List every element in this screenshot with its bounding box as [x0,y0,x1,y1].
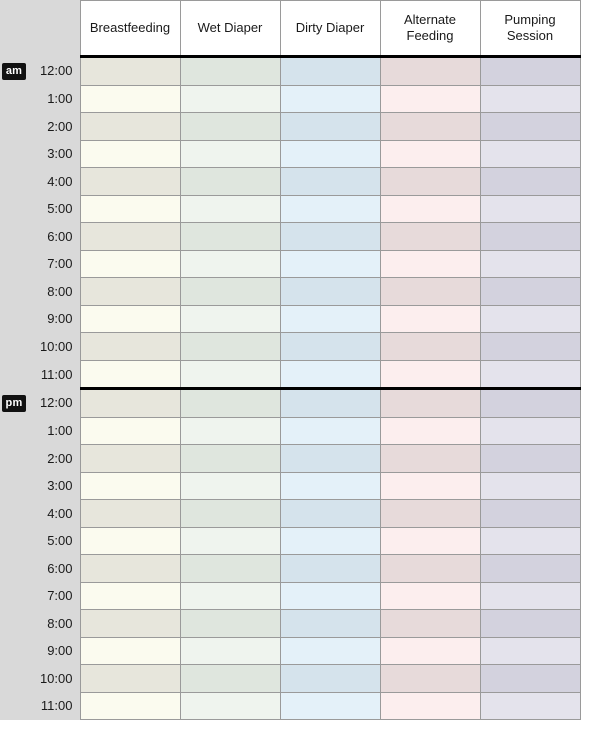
period-spacer-cell [0,305,28,333]
cell-dirty-diaper[interactable] [280,195,380,223]
column-header-wet-diaper-label: Wet Diaper [197,19,263,35]
row-time-label: 2:00 [28,113,80,141]
cell-dirty-diaper[interactable] [280,555,380,583]
cell-pumping-session[interactable] [480,195,580,223]
table-row [0,445,580,473]
cell-alternate-feeding[interactable] [380,57,480,86]
cell-alternate-feeding[interactable] [380,278,480,306]
cell-wet-diaper[interactable] [180,389,280,418]
cell-breastfeeding[interactable] [80,389,180,418]
period-spacer-cell [0,250,28,278]
row-time-label: 6:00 [28,223,80,251]
cell-alternate-feeding[interactable] [380,113,480,141]
cell-wet-diaper[interactable] [180,610,280,638]
cell-wet-diaper[interactable] [180,250,280,278]
cell-pumping-session[interactable] [480,500,580,528]
cell-dirty-diaper[interactable] [280,57,380,86]
table-row [0,582,580,610]
table-row [0,527,580,555]
period-spacer-cell [0,417,28,445]
row-time-label: 6:00 [28,555,80,583]
table-row [0,250,580,278]
cell-breastfeeding[interactable] [80,140,180,168]
cell-wet-diaper[interactable] [180,665,280,693]
row-time-label: 8:00 [28,278,80,306]
period-spacer-cell [0,527,28,555]
cell-dirty-diaper[interactable] [280,113,380,141]
table-row [0,472,580,500]
cell-pumping-session[interactable] [480,113,580,141]
table-row [0,665,580,693]
period-spacer-cell [0,692,28,720]
cell-pumping-session[interactable] [480,250,580,278]
cell-wet-diaper[interactable] [180,140,280,168]
row-time-label: 1:00 [28,417,80,445]
cell-alternate-feeding[interactable] [380,665,480,693]
cell-alternate-feeding[interactable] [380,582,480,610]
row-time-label: 11:00 [28,360,80,389]
column-header-alternate-feeding-label: Alternate Feeding [403,11,457,43]
period-spacer-cell [0,278,28,306]
cell-pumping-session[interactable] [480,665,580,693]
cell-dirty-diaper[interactable] [280,140,380,168]
row-time-label: 9:00 [28,637,80,665]
row-time-label: 12:00 [28,389,80,418]
cell-alternate-feeding[interactable] [380,555,480,583]
cell-wet-diaper[interactable] [180,417,280,445]
table-row [0,692,580,720]
column-header-dirty-diaper-label: Dirty Diaper [295,19,365,35]
cell-pumping-session[interactable] [480,85,580,113]
column-header-wet-diaper [180,1,280,57]
cell-breastfeeding[interactable] [80,195,180,223]
corner-time-cell [28,1,80,57]
cell-dirty-diaper[interactable] [280,250,380,278]
cell-alternate-feeding[interactable] [380,168,480,196]
cell-pumping-session[interactable] [480,445,580,473]
cell-dirty-diaper[interactable] [280,417,380,445]
cell-dirty-diaper[interactable] [280,582,380,610]
table-row [0,637,580,665]
cell-dirty-diaper[interactable] [280,472,380,500]
cell-breastfeeding[interactable] [80,278,180,306]
cell-alternate-feeding[interactable] [380,360,480,389]
cell-pumping-session[interactable] [480,582,580,610]
table-row [0,500,580,528]
cell-breastfeeding[interactable] [80,527,180,555]
table-row [0,305,580,333]
period-spacer-cell [0,665,28,693]
header-row [0,1,580,57]
cell-wet-diaper[interactable] [180,113,280,141]
cell-breastfeeding[interactable] [80,250,180,278]
cell-dirty-diaper[interactable] [280,85,380,113]
period-spacer-cell [0,140,28,168]
cell-pumping-session[interactable] [480,610,580,638]
period-spacer-cell [0,445,28,473]
cell-alternate-feeding[interactable] [380,527,480,555]
period-spacer-cell [0,360,28,389]
cell-wet-diaper[interactable] [180,223,280,251]
row-time-label: 3:00 [28,140,80,168]
cell-dirty-diaper[interactable] [280,333,380,361]
cell-wet-diaper[interactable] [180,333,280,361]
cell-dirty-diaper[interactable] [280,500,380,528]
cell-wet-diaper[interactable] [180,500,280,528]
period-spacer-cell [0,472,28,500]
cell-wet-diaper[interactable] [180,305,280,333]
period-spacer-cell [0,582,28,610]
cell-wet-diaper[interactable] [180,445,280,473]
cell-wet-diaper[interactable] [180,472,280,500]
row-time-label: 8:00 [28,610,80,638]
cell-breastfeeding[interactable] [80,360,180,389]
cell-dirty-diaper[interactable] [280,527,380,555]
table-row [0,555,580,583]
row-time-label: 12:00 [28,57,80,86]
cell-alternate-feeding[interactable] [380,500,480,528]
cell-wet-diaper[interactable] [180,692,280,720]
cell-wet-diaper[interactable] [180,278,280,306]
cell-pumping-session[interactable] [480,472,580,500]
cell-alternate-feeding[interactable] [380,637,480,665]
corner-ampm-cell [0,1,28,57]
cell-wet-diaper[interactable] [180,582,280,610]
cell-pumping-session[interactable] [480,278,580,306]
period-spacer-cell [0,555,28,583]
cell-alternate-feeding[interactable] [380,250,480,278]
row-time-label: 10:00 [28,665,80,693]
cell-breastfeeding[interactable] [80,692,180,720]
cell-breastfeeding[interactable] [80,472,180,500]
cell-pumping-session[interactable] [480,57,580,86]
cell-breastfeeding[interactable] [80,582,180,610]
cell-dirty-diaper[interactable] [280,692,380,720]
column-header-breastfeeding [80,1,180,57]
cell-wet-diaper[interactable] [180,555,280,583]
cell-pumping-session[interactable] [480,223,580,251]
row-time-label: 5:00 [28,195,80,223]
cell-dirty-diaper[interactable] [280,305,380,333]
row-time-label: 5:00 [28,527,80,555]
table-row [0,278,580,306]
row-time-label: 3:00 [28,472,80,500]
column-header-alternate-feeding [380,1,480,57]
period-badge-cell [0,57,28,86]
period-badge-cell [0,389,28,418]
period-spacer-cell [0,610,28,638]
cell-breastfeeding[interactable] [80,223,180,251]
row-time-label: 2:00 [28,445,80,473]
cell-wet-diaper[interactable] [180,527,280,555]
row-time-label: 7:00 [28,582,80,610]
cell-breastfeeding[interactable] [80,637,180,665]
table-body [0,57,580,720]
cell-dirty-diaper[interactable] [280,278,380,306]
cell-alternate-feeding[interactable] [380,389,480,418]
cell-dirty-diaper[interactable] [280,223,380,251]
table-header [0,1,580,57]
cell-alternate-feeding[interactable] [380,445,480,473]
period-spacer-cell [0,637,28,665]
row-time-label: 7:00 [28,250,80,278]
table-row [0,333,580,361]
cell-breastfeeding[interactable] [80,113,180,141]
column-header-breastfeeding-label: Breastfeeding [89,19,171,35]
cell-pumping-session[interactable] [480,360,580,389]
cell-pumping-session[interactable] [480,140,580,168]
cell-breastfeeding[interactable] [80,305,180,333]
cell-alternate-feeding[interactable] [380,140,480,168]
table-row [0,360,580,389]
period-spacer-cell [0,168,28,196]
cell-pumping-session[interactable] [480,333,580,361]
cell-breastfeeding[interactable] [80,333,180,361]
period-badge: pm [2,395,27,412]
cell-alternate-feeding[interactable] [380,85,480,113]
cell-breastfeeding[interactable] [80,665,180,693]
cell-wet-diaper[interactable] [180,195,280,223]
cell-breastfeeding[interactable] [80,57,180,86]
cell-dirty-diaper[interactable] [280,610,380,638]
cell-dirty-diaper[interactable] [280,445,380,473]
cell-alternate-feeding[interactable] [380,195,480,223]
cell-alternate-feeding[interactable] [380,610,480,638]
cell-alternate-feeding[interactable] [380,472,480,500]
table-row [0,223,580,251]
cell-alternate-feeding[interactable] [380,305,480,333]
table-row [0,85,580,113]
cell-breastfeeding[interactable] [80,500,180,528]
cell-wet-diaper[interactable] [180,85,280,113]
cell-pumping-session[interactable] [480,637,580,665]
cell-alternate-feeding[interactable] [380,223,480,251]
table-row [0,389,580,418]
period-spacer-cell [0,113,28,141]
column-header-pumping-session [480,1,580,57]
table-row [0,417,580,445]
cell-wet-diaper[interactable] [180,637,280,665]
cell-dirty-diaper[interactable] [280,637,380,665]
row-time-label: 4:00 [28,500,80,528]
cell-breastfeeding[interactable] [80,417,180,445]
cell-breastfeeding[interactable] [80,168,180,196]
period-badge: am [2,63,26,80]
cell-pumping-session[interactable] [480,305,580,333]
column-header-dirty-diaper [280,1,380,57]
period-spacer-cell [0,223,28,251]
cell-dirty-diaper[interactable] [280,389,380,418]
period-spacer-cell [0,333,28,361]
cell-pumping-session[interactable] [480,417,580,445]
row-time-label: 1:00 [28,85,80,113]
cell-alternate-feeding[interactable] [380,333,480,361]
row-time-label: 9:00 [28,305,80,333]
cell-wet-diaper[interactable] [180,168,280,196]
cell-pumping-session[interactable] [480,527,580,555]
column-header-pumping-session-label: Pumping Session [504,11,556,43]
cell-wet-diaper[interactable] [180,57,280,86]
cell-dirty-diaper[interactable] [280,360,380,389]
period-spacer-cell [0,195,28,223]
cell-breastfeeding[interactable] [80,610,180,638]
cell-pumping-session[interactable] [480,389,580,418]
cell-breastfeeding[interactable] [80,445,180,473]
table-row [0,168,580,196]
row-time-label: 4:00 [28,168,80,196]
period-spacer-cell [0,85,28,113]
table-row [0,113,580,141]
table-row [0,610,580,638]
row-time-label: 10:00 [28,333,80,361]
cell-alternate-feeding[interactable] [380,417,480,445]
cell-breastfeeding[interactable] [80,85,180,113]
row-time-label: 11:00 [28,692,80,720]
cell-breastfeeding[interactable] [80,555,180,583]
table-row [0,140,580,168]
cell-dirty-diaper[interactable] [280,665,380,693]
table-row [0,195,580,223]
cell-pumping-session[interactable] [480,168,580,196]
cell-pumping-session[interactable] [480,692,580,720]
period-spacer-cell [0,500,28,528]
cell-pumping-session[interactable] [480,555,580,583]
cell-dirty-diaper[interactable] [280,168,380,196]
table-row [0,57,580,86]
cell-alternate-feeding[interactable] [380,692,480,720]
cell-wet-diaper[interactable] [180,360,280,389]
